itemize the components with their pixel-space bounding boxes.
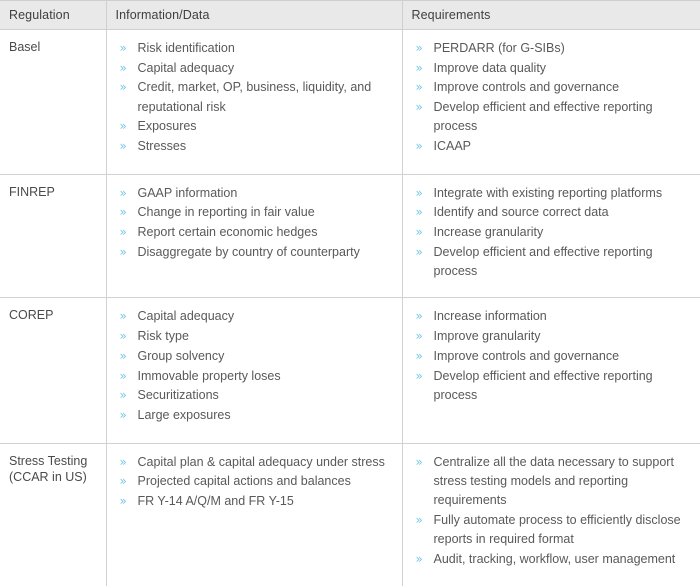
- list-item: [120, 492, 390, 511]
- cell-information: [106, 298, 402, 443]
- list-item-label: Improve controls and governance: [433, 348, 620, 363]
- list-item-label: Disaggregate by country of counterparty: [137, 244, 360, 259]
- list-item-label: Change in reporting in fair value: [137, 205, 315, 220]
- list-item-label: Develop efficient and effective reporting process: [433, 244, 653, 278]
- list-item: [416, 327, 689, 346]
- table-row: [0, 174, 700, 298]
- double-chevron-bullet-icon: »: [415, 512, 423, 527]
- list-item: [416, 511, 689, 549]
- header-row: [0, 1, 700, 30]
- list-item-label: Increase information: [433, 309, 547, 324]
- list-item: [416, 137, 689, 156]
- list-item-label: Audit, tracking, workflow, user management: [433, 551, 676, 566]
- regulation-name-line: Basel: [9, 40, 41, 54]
- list-item-label: ICAAP: [433, 139, 472, 154]
- cell-information: [106, 443, 402, 586]
- double-chevron-bullet-icon: »: [119, 329, 127, 344]
- list-item: [120, 78, 390, 116]
- information-list: [107, 444, 402, 522]
- list-item-label: GAAP information: [137, 185, 238, 200]
- cell-requirements: [402, 443, 700, 586]
- list-item-label: Securitizations: [137, 388, 219, 403]
- list-item-label: Capital plan & capital adequacy under stress: [137, 454, 385, 469]
- table-row: [0, 30, 700, 175]
- list-item: [416, 184, 689, 203]
- list-item-label: Integrate with existing reporting platforms: [433, 185, 663, 200]
- double-chevron-bullet-icon: »: [119, 368, 127, 383]
- double-chevron-bullet-icon: »: [119, 474, 127, 489]
- list-item-label: Credit, market, OP, business, liquidity, and reputational risk: [137, 80, 372, 114]
- list-item-label: Immovable property loses: [137, 368, 281, 383]
- double-chevron-bullet-icon: »: [415, 41, 423, 55]
- double-chevron-bullet-icon: »: [415, 551, 423, 566]
- double-chevron-bullet-icon: »: [119, 493, 127, 508]
- list-item: [120, 347, 390, 366]
- list-item: [120, 59, 390, 78]
- cell-requirements: [402, 298, 700, 443]
- regulation-name: [0, 444, 106, 496]
- list-item: [120, 203, 390, 222]
- regulation-name: [0, 175, 106, 211]
- double-chevron-bullet-icon: »: [119, 41, 127, 55]
- information-list: [107, 298, 402, 435]
- list-item: [416, 78, 689, 97]
- regulation-name: [0, 30, 106, 66]
- list-item: [416, 347, 689, 366]
- list-item-label: PERDARR (for G-SIBs): [433, 41, 565, 55]
- list-item: [416, 98, 689, 136]
- cell-information: [106, 30, 402, 175]
- double-chevron-bullet-icon: »: [415, 185, 423, 200]
- double-chevron-bullet-icon: »: [119, 119, 127, 134]
- double-chevron-bullet-icon: »: [415, 368, 423, 383]
- double-chevron-bullet-icon: »: [119, 224, 127, 239]
- list-item-label: Improve granularity: [433, 329, 541, 344]
- list-item: [120, 223, 390, 242]
- double-chevron-bullet-icon: »: [415, 224, 423, 239]
- list-item-label: Risk type: [137, 329, 189, 344]
- double-chevron-bullet-icon: »: [415, 80, 423, 95]
- double-chevron-bullet-icon: »: [415, 454, 423, 469]
- double-chevron-bullet-icon: »: [415, 309, 423, 324]
- list-item: [416, 550, 689, 569]
- double-chevron-bullet-icon: »: [415, 244, 423, 259]
- list-item: [416, 367, 689, 405]
- information-list: [107, 30, 402, 167]
- requirements-list: [403, 175, 700, 292]
- list-item: [416, 203, 689, 222]
- double-chevron-bullet-icon: »: [415, 100, 423, 115]
- list-item-label: Identify and source correct data: [433, 205, 609, 220]
- list-item: [416, 453, 689, 511]
- list-item: [120, 472, 390, 491]
- cell-information: [106, 174, 402, 298]
- cell-regulation: [0, 30, 106, 175]
- list-item: [416, 39, 689, 58]
- regulation-name-line: Stress Testing: [9, 453, 88, 468]
- double-chevron-bullet-icon: »: [119, 309, 127, 324]
- list-item: [120, 137, 390, 156]
- double-chevron-bullet-icon: »: [119, 388, 127, 403]
- list-item: [120, 307, 390, 326]
- list-item: [120, 184, 390, 203]
- list-item-label: Develop efficient and effective reporting process: [433, 368, 653, 402]
- cell-requirements: [402, 30, 700, 175]
- list-item: [120, 117, 390, 136]
- list-item-label: Develop efficient and effective reporting process: [433, 100, 653, 134]
- column-header-requirements: Requirements: [402, 1, 700, 30]
- list-item: [120, 327, 390, 346]
- list-item-label: Stresses: [137, 139, 187, 154]
- list-item-label: Improve controls and governance: [433, 80, 620, 95]
- list-item: [120, 406, 390, 425]
- list-item-label: Risk identification: [137, 41, 235, 55]
- double-chevron-bullet-icon: »: [415, 139, 423, 154]
- list-item-label: FR Y-14 A/Q/M and FR Y-15: [137, 493, 294, 508]
- table-row: [0, 443, 700, 586]
- double-chevron-bullet-icon: »: [119, 185, 127, 200]
- cell-regulation: [0, 174, 106, 298]
- table-body: [0, 30, 700, 586]
- regulation-name-line: COREP: [9, 308, 54, 323]
- regulation-name-line: (CCAR in US): [9, 470, 87, 484]
- list-item-label: Large exposures: [137, 407, 231, 422]
- list-item: [120, 386, 390, 405]
- list-item: [120, 453, 390, 472]
- regulation-name-line: FINREP: [9, 184, 55, 199]
- cell-regulation: [0, 443, 106, 586]
- double-chevron-bullet-icon: »: [119, 205, 127, 220]
- cell-requirements: [402, 174, 700, 298]
- information-list: [107, 175, 402, 273]
- table-row: [0, 298, 700, 443]
- list-item: [416, 59, 689, 78]
- list-item-label: Exposures: [137, 119, 197, 134]
- double-chevron-bullet-icon: »: [119, 60, 127, 75]
- list-item-label: Centralize all the data necessary to support stress testing models and reporting requirements: [433, 454, 674, 507]
- column-header-regulation: Regulation: [0, 1, 106, 30]
- list-item-label: Report certain economic hedges: [137, 224, 318, 239]
- list-item: [416, 243, 689, 281]
- list-item-label: Fully automate process to efficiently disclose reports in required format: [433, 512, 681, 546]
- list-item: [120, 39, 390, 58]
- regulation-name: [0, 298, 106, 334]
- double-chevron-bullet-icon: »: [119, 407, 127, 422]
- double-chevron-bullet-icon: »: [415, 329, 423, 344]
- list-item-label: Projected capital actions and balances: [137, 474, 351, 489]
- list-item: [120, 367, 390, 386]
- double-chevron-bullet-icon: »: [415, 205, 423, 220]
- list-item-label: Improve data quality: [433, 60, 547, 75]
- list-item: [416, 223, 689, 242]
- list-item: [120, 243, 390, 262]
- double-chevron-bullet-icon: »: [119, 454, 127, 469]
- requirements-list: [403, 298, 700, 415]
- double-chevron-bullet-icon: »: [119, 139, 127, 154]
- double-chevron-bullet-icon: »: [119, 244, 127, 259]
- list-item: [416, 307, 689, 326]
- double-chevron-bullet-icon: »: [415, 348, 423, 363]
- cell-regulation: [0, 298, 106, 443]
- table-header: [0, 1, 700, 30]
- column-header-information: Information/Data: [106, 1, 402, 30]
- double-chevron-bullet-icon: »: [119, 80, 127, 95]
- requirements-list: [403, 444, 700, 580]
- double-chevron-bullet-icon: »: [415, 60, 423, 75]
- list-item-label: Increase granularity: [433, 224, 544, 239]
- double-chevron-bullet-icon: »: [119, 348, 127, 363]
- requirements-list: [403, 30, 700, 167]
- list-item-label: Capital adequacy: [137, 60, 235, 75]
- list-item-label: Capital adequacy: [137, 309, 235, 324]
- list-item-label: Group solvency: [137, 348, 225, 363]
